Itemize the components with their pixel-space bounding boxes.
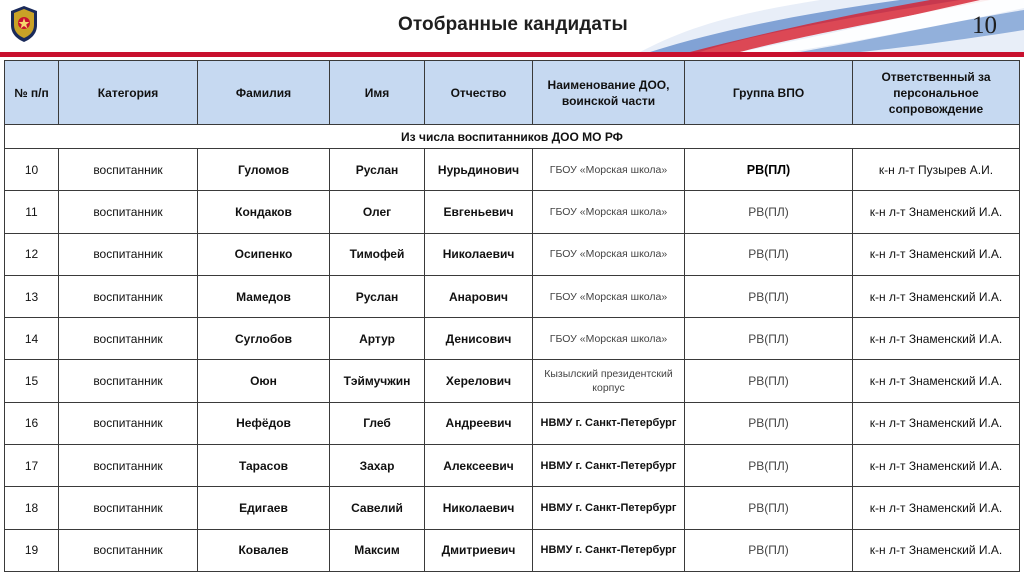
row-number: 10 [5, 149, 59, 191]
school-cell: НВМУ г. Санкт-Петербург [533, 445, 685, 487]
surname-cell: Оюн [198, 360, 330, 402]
patronymic-cell: Николаевич [425, 487, 533, 529]
first-name-cell: Руслан [330, 275, 425, 317]
group-cell: РВ(ПЛ) [685, 360, 853, 402]
category-cell: воспитанник [59, 233, 198, 275]
column-header: Группа ВПО [685, 61, 853, 125]
table-row [5, 402, 1020, 444]
group-cell: РВ(ПЛ) [685, 275, 853, 317]
table-row [5, 360, 1020, 402]
table-row [5, 318, 1020, 360]
first-name-cell: Глеб [330, 402, 425, 444]
category-cell: воспитанник [59, 487, 198, 529]
table-row [5, 529, 1020, 571]
group-cell: РВ(ПЛ) [685, 233, 853, 275]
first-name-cell: Руслан [330, 149, 425, 191]
table-header-row [5, 61, 1020, 125]
school-cell: Кызылский президентский корпус [533, 360, 685, 402]
patronymic-cell: Николаевич [425, 233, 533, 275]
row-number: 18 [5, 487, 59, 529]
row-number: 12 [5, 233, 59, 275]
surname-cell: Тарасов [198, 445, 330, 487]
slide-number: 10 [972, 12, 997, 39]
patronymic-cell: Нурьдинович [425, 149, 533, 191]
category-cell: воспитанник [59, 275, 198, 317]
school-cell: ГБОУ «Морская школа» [533, 318, 685, 360]
responsible-cell: к-н л-т Знаменский И.А. [853, 275, 1020, 317]
category-cell: воспитанник [59, 191, 198, 233]
group-cell: РВ(ПЛ) [685, 402, 853, 444]
surname-cell: Суглобов [198, 318, 330, 360]
responsible-cell: к-н л-т Знаменский И.А. [853, 445, 1020, 487]
section-row [5, 125, 1020, 149]
school-cell: НВМУ г. Санкт-Петербург [533, 529, 685, 571]
patronymic-cell: Алексеевич [425, 445, 533, 487]
school-cell: ГБОУ «Морская школа» [533, 233, 685, 275]
school-cell: ГБОУ «Морская школа» [533, 191, 685, 233]
group-cell: РВ(ПЛ) [685, 487, 853, 529]
row-number: 15 [5, 360, 59, 402]
category-cell: воспитанник [59, 149, 198, 191]
responsible-cell: к-н л-т Знаменский И.А. [853, 529, 1020, 571]
patronymic-cell: Евгеньевич [425, 191, 533, 233]
school-cell: ГБОУ «Морская школа» [533, 275, 685, 317]
column-header: Отчество [425, 61, 533, 125]
surname-cell: Нефёдов [198, 402, 330, 444]
school-cell: ГБОУ «Морская школа» [533, 149, 685, 191]
header-divider [0, 52, 1024, 57]
patronymic-cell: Херелович [425, 360, 533, 402]
row-number: 14 [5, 318, 59, 360]
school-cell: НВМУ г. Санкт-Петербург [533, 487, 685, 529]
page-title: Отобранные кандидаты [398, 14, 628, 35]
surname-cell: Едигаев [198, 487, 330, 529]
table-row [5, 149, 1020, 191]
group-cell: РВ(ПЛ) [685, 149, 853, 191]
responsible-cell: к-н л-т Знаменский И.А. [853, 402, 1020, 444]
responsible-cell: к-н л-т Пузырев А.И. [853, 149, 1020, 191]
category-cell: воспитанник [59, 318, 198, 360]
candidates-table [4, 60, 1020, 572]
responsible-cell: к-н л-т Знаменский И.А. [853, 233, 1020, 275]
category-cell: воспитанник [59, 402, 198, 444]
patronymic-cell: Анарович [425, 275, 533, 317]
responsible-cell: к-н л-т Знаменский И.А. [853, 191, 1020, 233]
row-number: 13 [5, 275, 59, 317]
surname-cell: Гуломов [198, 149, 330, 191]
surname-cell: Осипенко [198, 233, 330, 275]
row-number: 19 [5, 529, 59, 571]
column-header: Категория [59, 61, 198, 125]
row-number: 17 [5, 445, 59, 487]
row-number: 16 [5, 402, 59, 444]
table-row [5, 275, 1020, 317]
responsible-cell: к-н л-т Знаменский И.А. [853, 318, 1020, 360]
responsible-cell: к-н л-т Знаменский И.А. [853, 360, 1020, 402]
group-cell: РВ(ПЛ) [685, 529, 853, 571]
row-number: 11 [5, 191, 59, 233]
school-cell: НВМУ г. Санкт-Петербург [533, 402, 685, 444]
section-label: Из числа воспитанников ДОО МО РФ [5, 125, 1020, 149]
table-row [5, 445, 1020, 487]
patronymic-cell: Андреевич [425, 402, 533, 444]
surname-cell: Мамедов [198, 275, 330, 317]
first-name-cell: Артур [330, 318, 425, 360]
surname-cell: Ковалев [198, 529, 330, 571]
first-name-cell: Тимофей [330, 233, 425, 275]
patronymic-cell: Денисович [425, 318, 533, 360]
table-row [5, 487, 1020, 529]
group-cell: РВ(ПЛ) [685, 318, 853, 360]
group-cell: РВ(ПЛ) [685, 445, 853, 487]
group-cell: РВ(ПЛ) [685, 191, 853, 233]
surname-cell: Кондаков [198, 191, 330, 233]
column-header: Имя [330, 61, 425, 125]
column-header: № п/п [5, 61, 59, 125]
table-row [5, 191, 1020, 233]
category-cell: воспитанник [59, 360, 198, 402]
category-cell: воспитанник [59, 529, 198, 571]
slide-header [0, 0, 1024, 52]
column-header: Наименование ДОО, воинской части [533, 61, 685, 125]
academy-emblem-icon [9, 5, 39, 43]
first-name-cell: Максим [330, 529, 425, 571]
first-name-cell: Олег [330, 191, 425, 233]
column-header: Ответственный за персональное сопровождение [853, 61, 1020, 125]
table-row [5, 233, 1020, 275]
category-cell: воспитанник [59, 445, 198, 487]
first-name-cell: Тэймучжин [330, 360, 425, 402]
column-header: Фамилия [198, 61, 330, 125]
first-name-cell: Савелий [330, 487, 425, 529]
first-name-cell: Захар [330, 445, 425, 487]
patronymic-cell: Дмитриевич [425, 529, 533, 571]
responsible-cell: к-н л-т Знаменский И.А. [853, 487, 1020, 529]
